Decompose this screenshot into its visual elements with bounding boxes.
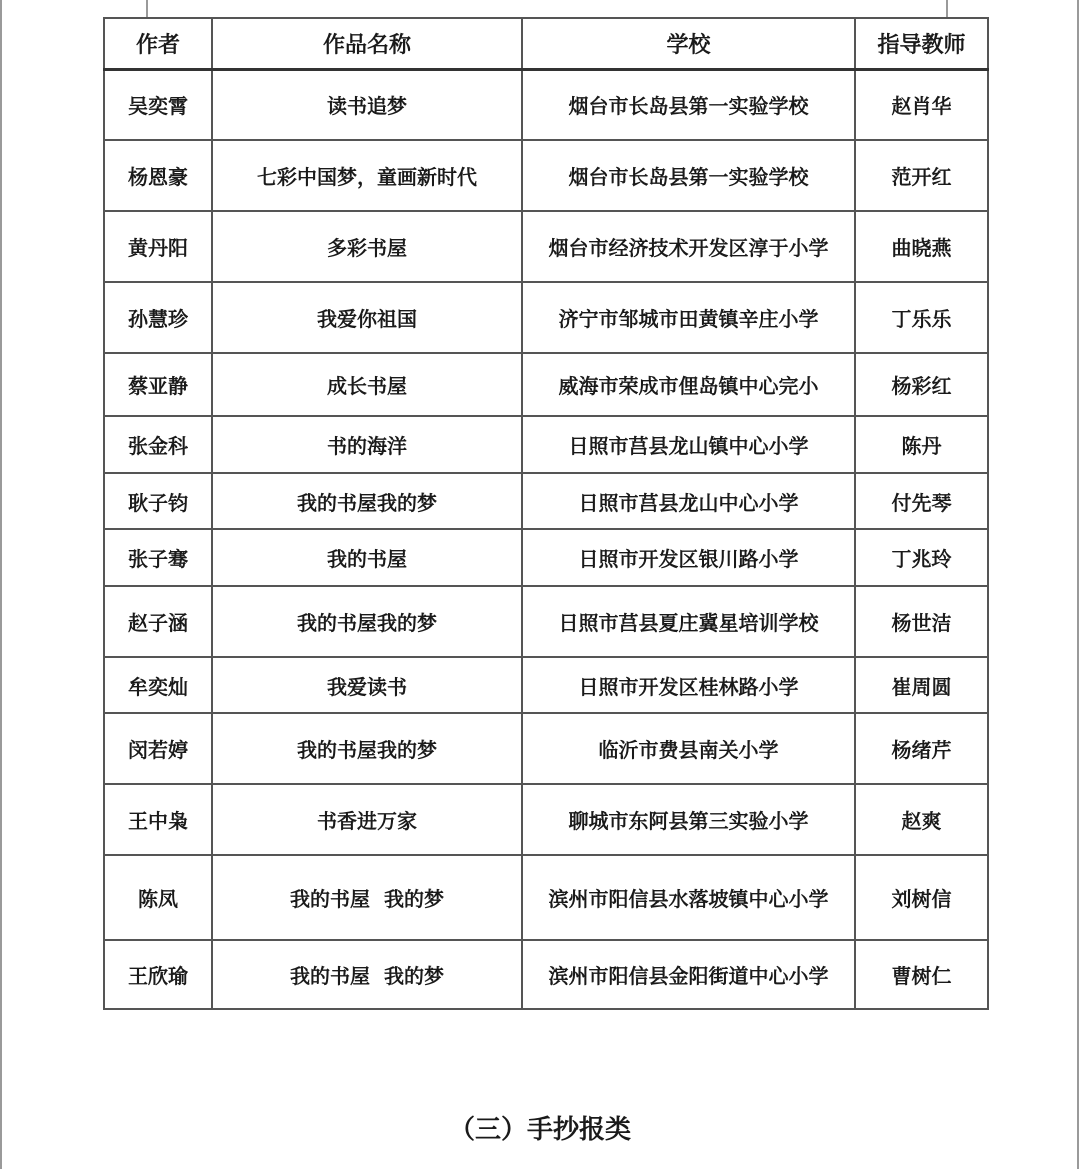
cell-work: 我的书屋 我的梦 [212, 940, 522, 1009]
cell-work: 我的书屋我的梦 [212, 586, 522, 657]
table-row [104, 416, 988, 473]
cell-teacher: 杨绪芹 [855, 713, 988, 784]
cell-school: 滨州市阳信县水落坡镇中心小学 [522, 855, 855, 940]
cell-author: 闵若婷 [104, 713, 212, 784]
cell-school: 临沂市费县南关小学 [522, 713, 855, 784]
cell-work: 我爱读书 [212, 657, 522, 713]
cell-school: 滨州市阳信县金阳街道中心小学 [522, 940, 855, 1009]
table-row [104, 855, 988, 940]
table-row [104, 282, 988, 353]
header-teacher: 指导教师 [855, 18, 988, 69]
cell-school: 日照市莒县龙山镇中心小学 [522, 416, 855, 473]
cell-work: 我爱你祖国 [212, 282, 522, 353]
cell-author: 王欣瑜 [104, 940, 212, 1009]
page-margin-mark-left [146, 0, 148, 18]
cell-author: 杨恩豪 [104, 140, 212, 211]
table-row [104, 713, 988, 784]
cell-work: 我的书屋我的梦 [212, 473, 522, 529]
cell-author: 张金科 [104, 416, 212, 473]
page-border-left [0, 0, 2, 1169]
cell-teacher: 曹树仁 [855, 940, 988, 1009]
cell-teacher: 付先琴 [855, 473, 988, 529]
cell-school: 烟台市长岛县第一实验学校 [522, 140, 855, 211]
cell-author: 耿子钧 [104, 473, 212, 529]
cell-teacher: 杨彩红 [855, 353, 988, 416]
table-row [104, 784, 988, 855]
cell-teacher: 刘树信 [855, 855, 988, 940]
cell-teacher: 陈丹 [855, 416, 988, 473]
cell-author: 张子骞 [104, 529, 212, 586]
header-author: 作者 [104, 18, 212, 69]
cell-school: 威海市荣成市俚岛镇中心完小 [522, 353, 855, 416]
cell-teacher: 丁乐乐 [855, 282, 988, 353]
cell-teacher: 范开红 [855, 140, 988, 211]
cell-teacher: 杨世洁 [855, 586, 988, 657]
award-table [103, 17, 989, 1010]
table-header-row [104, 18, 988, 69]
cell-teacher: 赵肖华 [855, 69, 988, 140]
cell-work: 书的海洋 [212, 416, 522, 473]
cell-work: 书香进万家 [212, 784, 522, 855]
cell-teacher: 崔周圆 [855, 657, 988, 713]
cell-teacher: 丁兆玲 [855, 529, 988, 586]
cell-author: 吴奕霄 [104, 69, 212, 140]
cell-school: 烟台市经济技术开发区淳于小学 [522, 211, 855, 282]
cell-work: 七彩中国梦，童画新时代 [212, 140, 522, 211]
page-margin-mark-right [946, 0, 948, 18]
cell-author: 牟奕灿 [104, 657, 212, 713]
cell-author: 王中枭 [104, 784, 212, 855]
table-row [104, 211, 988, 282]
header-work: 作品名称 [212, 18, 522, 69]
table-row [104, 353, 988, 416]
cell-author: 赵子涵 [104, 586, 212, 657]
cell-work: 成长书屋 [212, 353, 522, 416]
table-row [104, 69, 988, 140]
cell-work: 我的书屋 我的梦 [212, 855, 522, 940]
cell-author: 蔡亚静 [104, 353, 212, 416]
cell-author: 黄丹阳 [104, 211, 212, 282]
cell-school: 聊城市东阿县第三实验小学 [522, 784, 855, 855]
header-school: 学校 [522, 18, 855, 69]
cell-school: 日照市开发区银川路小学 [522, 529, 855, 586]
cell-teacher: 赵爽 [855, 784, 988, 855]
cell-school: 日照市开发区桂林路小学 [522, 657, 855, 713]
table-row [104, 529, 988, 586]
cell-author: 陈凤 [104, 855, 212, 940]
cell-school: 烟台市长岛县第一实验学校 [522, 69, 855, 140]
table-row [104, 940, 988, 1009]
section-heading: （三）手抄报类 [448, 1115, 631, 1145]
table-row [104, 586, 988, 657]
cell-school: 济宁市邹城市田黄镇辛庄小学 [522, 282, 855, 353]
table-row [104, 657, 988, 713]
cell-work: 多彩书屋 [212, 211, 522, 282]
cell-work: 我的书屋我的梦 [212, 713, 522, 784]
cell-teacher: 曲晓燕 [855, 211, 988, 282]
cell-work: 读书追梦 [212, 69, 522, 140]
cell-school: 日照市莒县龙山中心小学 [522, 473, 855, 529]
page-border-right [1077, 0, 1079, 1169]
cell-author: 孙慧珍 [104, 282, 212, 353]
cell-work: 我的书屋 [212, 529, 522, 586]
table-row [104, 473, 988, 529]
cell-school: 日照市莒县夏庄冀星培训学校 [522, 586, 855, 657]
table-row [104, 140, 988, 211]
